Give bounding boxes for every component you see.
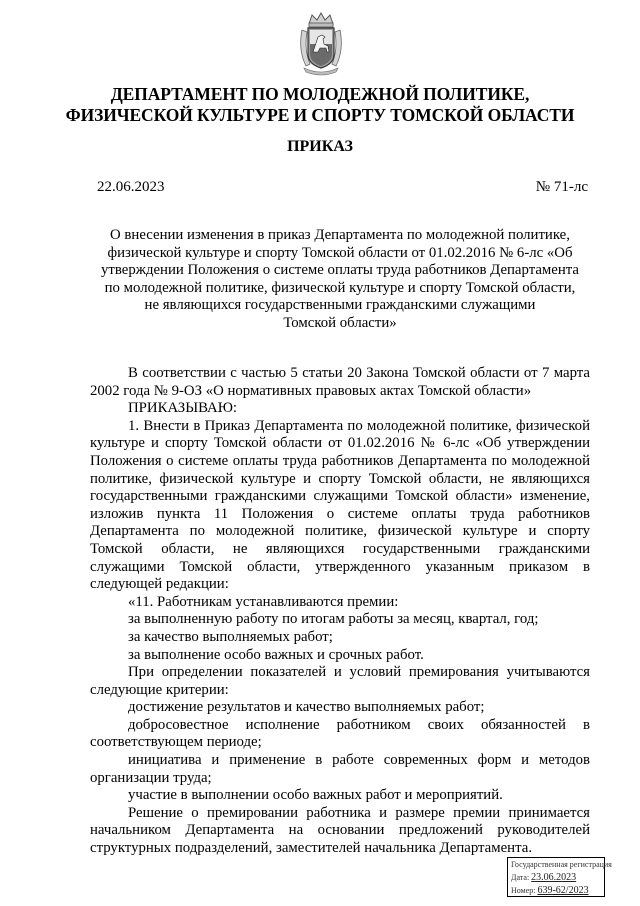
subject-line: Томской области» bbox=[283, 314, 397, 331]
subject-line: утверждении Положения о системе оплаты труда работников Департамента bbox=[100, 262, 579, 278]
stamp-number-value: 639-62/2023 bbox=[537, 885, 589, 896]
order-subject bbox=[90, 227, 590, 332]
department-line-1: ДЕПАРТАМЕНТ ПО МОЛОДЕЖНОЙ ПОЛИТИКЕ, bbox=[110, 84, 530, 104]
criterion-item: добросовестное исполнение работником своих обязанностей в соответствующем периоде; bbox=[90, 716, 590, 751]
registration-stamp bbox=[507, 857, 612, 897]
stamp-number-label: Номер: bbox=[511, 886, 536, 895]
premium-item: за качество выполняемых работ; bbox=[128, 628, 333, 645]
subject-line: О внесении изменения в приказ Департамента по молодежной политике, bbox=[110, 227, 570, 243]
subject-line: по молодежной политике, физической культуре и спорту Томской области, bbox=[104, 279, 576, 296]
criteria-intro: При определении показателей и условий премирования учитываются следующие критерии: bbox=[90, 664, 590, 698]
criterion-item: инициатива и применение в работе современных форм и методов организации труда; bbox=[90, 752, 590, 786]
decision-paragraph: Решение о премировании работника и размере премии принимается начальником Департамента на основании предложений руководителей структурных подразделений, заместителей начальника Департамента. bbox=[90, 804, 590, 857]
stamp-number-row bbox=[511, 884, 604, 897]
subject-line: не являющихся государственными гражданскими служащими bbox=[144, 297, 536, 313]
order-body bbox=[90, 365, 590, 858]
stamp-date-value: 23.06.2023 bbox=[531, 872, 577, 883]
department-name bbox=[60, 84, 580, 126]
criterion-item: участие в выполнении особо важных работ и мероприятий. bbox=[128, 787, 503, 804]
subject-line: физической культуре и спорту Томской области от 01.02.2016 № 6-лс «Об bbox=[107, 244, 573, 261]
order-number: № 71-лс bbox=[535, 179, 588, 195]
document-type-title: ПРИКАЗ bbox=[287, 138, 353, 155]
preamble-paragraph: В соответствии с частью 5 статьи 20 Закона Томской области от 7 марта 2002 года № 9-ОЗ «О нормативных правовых актах Томской области» bbox=[90, 365, 590, 399]
criterion-item: достижение результатов и качество выполняемых работ; bbox=[128, 699, 485, 716]
stamp-date-label: Дата: bbox=[511, 873, 530, 882]
clause-11-title: «11. Работникам устанавливаются премии: bbox=[128, 593, 399, 610]
stamp-date-row bbox=[511, 871, 604, 884]
department-line-2: ФИЗИЧЕСКОЙ КУЛЬТУРЕ И СПОРТУ ТОМСКОЙ ОБЛАСТИ bbox=[65, 105, 575, 125]
item-1-paragraph: 1. Внести в Приказ Департамента по молодежной политике, физической культуре и спорту Томской области от 01.02.2016 № 6-лс «Об утверждении Положения о системе оплаты труда работников Департамента по молодежной политике, физической культуре и спорту Томской области, не являющихся государственными гражданскими служащими Томской области» изменение, изложив пункта 11 Положения о системе оплаты труда работников Департамента по молодежной политике, физической культуре и спорту Томской области, не являющихся государственными гражданскими служащими Томской области, утвержденного указанным приказом в следующей редакции: bbox=[90, 417, 590, 593]
stamp-title: Государственная регистрация bbox=[511, 860, 612, 869]
premium-item: за выполнение особо важных и срочных работ. bbox=[128, 646, 424, 663]
order-date: 22.06.2023 bbox=[97, 179, 165, 195]
order-word: ПРИКАЗЫВАЮ: bbox=[128, 400, 238, 417]
tomsk-oblast-coat-of-arms-icon bbox=[296, 10, 346, 76]
premium-item: за выполненную работу по итогам работы за месяц, квартал, год; bbox=[128, 611, 539, 628]
